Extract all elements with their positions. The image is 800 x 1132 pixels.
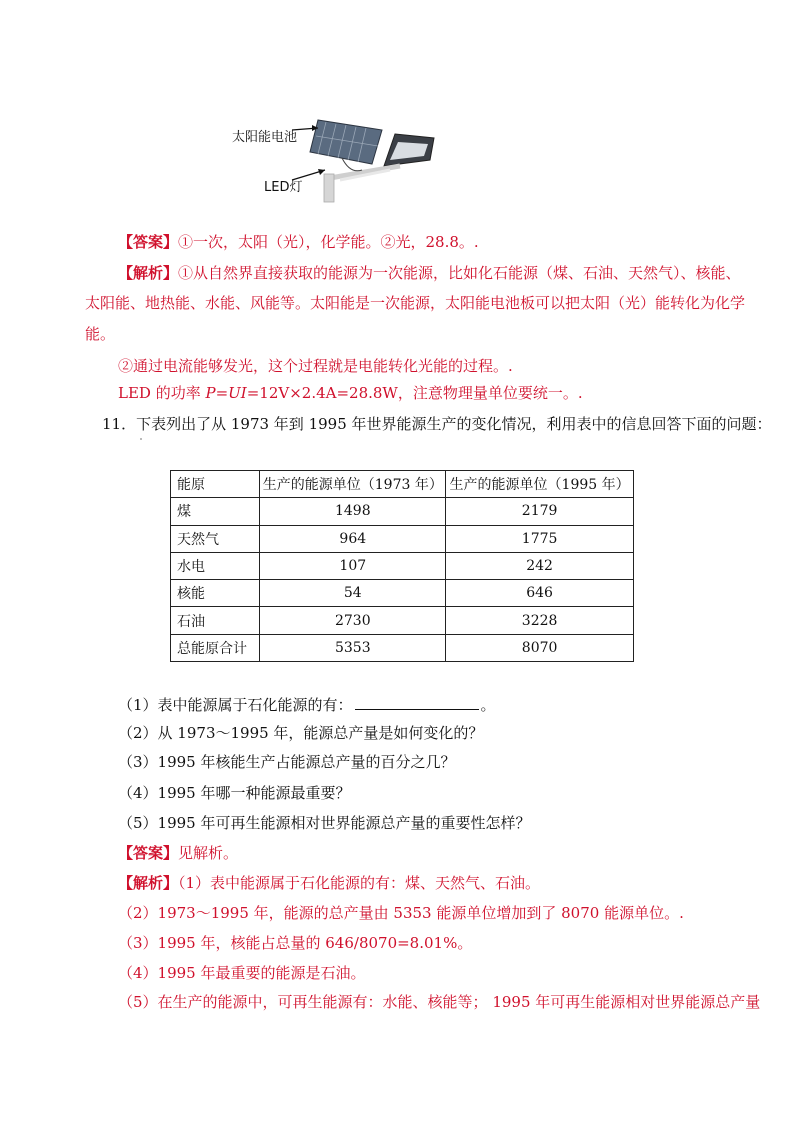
analysis-10-line-5-a: LED 的功率 (118, 384, 206, 402)
table-header-cell: 生产的能源单位（1973 年） (260, 471, 446, 498)
analysis-10-line-5 (118, 383, 583, 403)
table-cell: 煤 (171, 498, 260, 525)
table-cell: 核能 (171, 580, 260, 607)
analysis-tag: 【解析】 (118, 264, 179, 282)
table-cell: 646 (446, 580, 634, 607)
answer-tag: 【答案】 (118, 233, 179, 251)
table-row (171, 634, 634, 661)
table-cell: 3228 (446, 607, 634, 634)
analysis-10-line-2: 太阳能、地热能、水能、风能等。太阳能是一次能源，太阳能电池板可以把太阳（光）能转化为化学 (85, 294, 746, 312)
analysis-10-line-5-b: =12V×2.4A=28.8W，注意物理量单位要统一。. (246, 384, 583, 402)
table-cell: 2730 (260, 607, 446, 634)
table-row (171, 525, 634, 552)
analysis-10-line-4: ②通过电流能够发光，这个过程就是电能转化光能的过程。. (118, 357, 513, 375)
question-number: 11． (102, 415, 137, 433)
table-cell: 242 (446, 552, 634, 579)
table-header-cell: 能原 (171, 471, 260, 498)
answer-11-line (118, 843, 238, 863)
table-cell: 964 (260, 525, 446, 552)
table-cell: 1498 (260, 498, 446, 525)
answer-tag: 【答案】 (118, 844, 179, 862)
table-row (171, 498, 634, 525)
sub-question-1-end: 。 (480, 696, 496, 714)
solar-led-lamp-figure (230, 108, 440, 208)
table-cell: 水电 (171, 552, 260, 579)
analysis-11-line-5: （5）在生产的能源中，可再生能源有：水能、核能等； 1995 年可再生能源相对世界能源总产量 (118, 993, 761, 1011)
answer-text: ①一次，太阳（光），化学能。②光，28.8。. (178, 233, 479, 251)
table-header-cell: 生产的能源单位（1995 年） (446, 471, 634, 498)
sub-question-2: （2）从 1973～1995 年，能源总产量是如何变化的？ (118, 724, 484, 742)
analysis-10-line-1 (118, 263, 741, 283)
question-11-stem (102, 414, 772, 434)
faint-mark (140, 438, 142, 440)
table-row (171, 580, 634, 607)
analysis-tag: 【解析】 (118, 874, 179, 892)
led-lamp-label: LED灯 (264, 180, 303, 195)
sub-question-3: （3）1995 年核能生产占能源总产量的百分之几？ (118, 753, 456, 771)
analysis-11-line-1 (118, 873, 540, 893)
sub-question-5: （5）1995 年可再生能源相对世界能源总产量的重要性怎样？ (118, 814, 531, 832)
solar-cell-label: 太阳能电池 (232, 130, 298, 145)
table-row (171, 607, 634, 634)
answer-blank[interactable] (355, 694, 479, 710)
sub-question-1 (118, 694, 496, 715)
table-cell: 天然气 (171, 525, 260, 552)
analysis-11-line-4: （4）1995 年最重要的能源是石油。 (118, 964, 366, 982)
table-cell: 总能原合计 (171, 634, 260, 661)
analysis-10-line-3: 能。 (85, 325, 116, 343)
table-cell: 2179 (446, 498, 634, 525)
answer-10-line (118, 232, 479, 252)
table-cell: 石油 (171, 607, 260, 634)
table-cell: 107 (260, 552, 446, 579)
solar-lamp-illustration-icon (230, 108, 440, 208)
table-row (171, 552, 634, 579)
table-cell: 5353 (260, 634, 446, 661)
analysis-11-line-3: （3）1995 年，核能占总量的 646/8070=8.01%。 (118, 934, 473, 952)
table-cell: 8070 (446, 634, 634, 661)
energy-production-table (170, 470, 634, 662)
question-stem-text: 下表列出了从 1973 年到 1995 年世界能源生产的变化情况，利用表中的信息回答下面的问题： (136, 415, 772, 433)
sub-question-4: （4）1995 年哪一种能源最重要？ (118, 784, 351, 802)
power-formula: P=UI (205, 384, 247, 402)
table-header-row (171, 471, 634, 498)
analysis-11-line-2: （2）1973～1995 年，能源的总产量由 5353 能源单位增加到了 8070 能源单位。. (118, 904, 684, 922)
answer-text: 见解析。 (178, 844, 239, 862)
analysis-text: ①从自然界直接获取的能源为一次能源，比如化石能源（煤、石油、天然气）、核能、 (178, 264, 741, 282)
table-cell: 1775 (446, 525, 634, 552)
table-cell: 54 (260, 580, 446, 607)
sub-question-1-text: （1）表中能源属于石化能源的有： (118, 696, 353, 714)
analysis-text: （1）表中能源属于石化能源的有：煤、天然气、石油。 (178, 874, 541, 892)
